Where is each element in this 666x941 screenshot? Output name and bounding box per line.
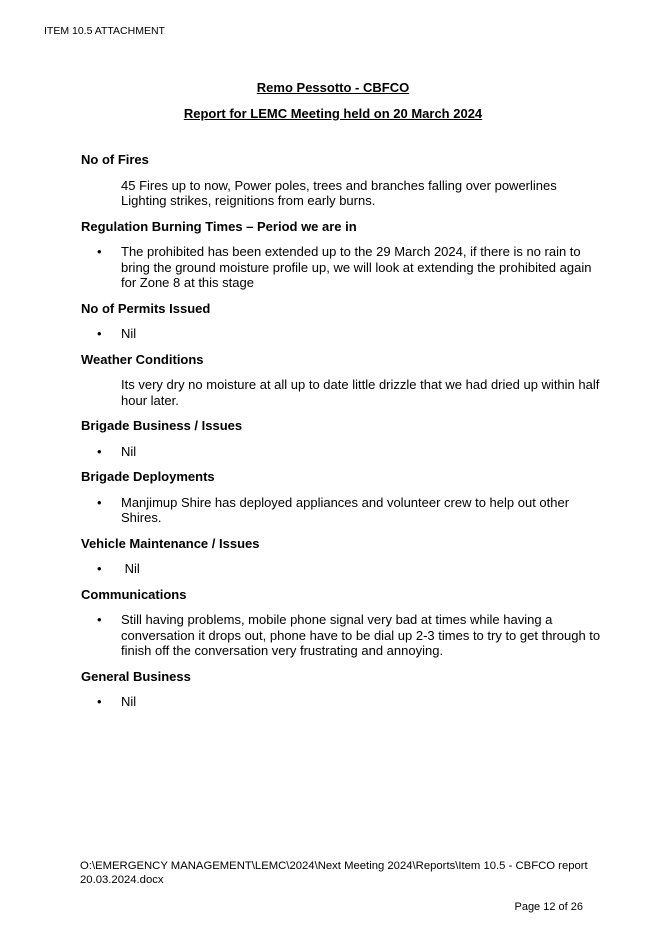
section-general-business xyxy=(81,669,601,710)
section-brigade-deployments xyxy=(81,469,601,526)
report-body xyxy=(81,152,601,720)
bullet-icon: • xyxy=(97,561,102,576)
list-item xyxy=(81,612,601,659)
list-item-text: Nil xyxy=(121,443,137,459)
list-item-text: Nil xyxy=(121,694,137,709)
section-heading: Communications xyxy=(81,586,187,602)
bullet-list xyxy=(81,444,601,460)
section-heading: No of Fires xyxy=(81,152,149,167)
section-no-of-permits xyxy=(81,301,601,342)
bullet-list xyxy=(81,561,601,577)
section-heading: Vehicle Maintenance / Issues xyxy=(81,535,260,551)
section-heading: No of Permits Issued xyxy=(81,300,211,316)
bullet-list xyxy=(81,495,601,526)
list-item-text: The prohibited has been extended up to the 29 March 2024, if there is no rain to bring the ground moisture profile up, we will look at extending the prohibited again for Zone 8 at this stage xyxy=(121,244,592,290)
section-heading: Brigade Deployments xyxy=(81,469,215,484)
bullet-list xyxy=(81,326,601,342)
section-vehicle-maintenance xyxy=(81,536,601,577)
bullet-list xyxy=(81,694,601,710)
list-item xyxy=(81,694,601,710)
bullet-icon: • xyxy=(97,326,102,341)
bullet-icon: • xyxy=(97,694,102,709)
bullet-list xyxy=(81,612,601,659)
bullet-icon: • xyxy=(97,494,102,510)
section-heading: General Business xyxy=(81,668,191,684)
list-item xyxy=(81,244,601,291)
list-item-text: Nil xyxy=(121,561,140,576)
bullet-icon: • xyxy=(97,244,102,259)
bullet-icon: • xyxy=(97,612,102,627)
section-weather-conditions xyxy=(81,352,601,409)
section-no-of-fires xyxy=(81,152,601,209)
list-item xyxy=(81,444,601,460)
section-heading: Regulation Burning Times – Period we are in xyxy=(81,218,357,234)
list-item xyxy=(81,326,601,342)
section-heading: Brigade Business / Issues xyxy=(81,418,243,433)
section-paragraph: Its very dry no moisture at all up to date little drizzle that we had dried up within half hour later. xyxy=(121,377,600,408)
bullet-icon: • xyxy=(97,443,102,459)
list-item xyxy=(81,495,601,526)
section-heading: Weather Conditions xyxy=(81,351,204,367)
footer-file-path: O:\EMERGENCY MANAGEMENT\LEMC\2024\Next Meeting 2024\Reports\Item 10.5 - CBFCO report 20.03.2024.docx xyxy=(80,860,588,886)
page-number: Page 12 of 26 xyxy=(514,901,583,913)
section-regulation-burning-times xyxy=(81,219,601,291)
bullet-list xyxy=(81,244,601,291)
attachment-tag: ITEM 10.5 ATTACHMENT xyxy=(44,25,165,37)
list-item xyxy=(81,561,601,577)
list-item-text: Still having problems, mobile phone signal very bad at times while having a conversation it drops out, phone have to be dial up 2-3 times to try to get through to finish off the conversation very frustrating and annoying. xyxy=(121,612,601,658)
report-author-title: Remo Pessotto - CBFCO xyxy=(256,80,410,95)
report-meeting-title: Report for LEMC Meeting held on 20 March 2024 xyxy=(183,106,483,121)
section-brigade-business xyxy=(81,418,601,459)
section-paragraph: 45 Fires up to now, Power poles, trees and branches falling over powerlines Lighting strikes, reignitions from early burns. xyxy=(121,177,557,208)
list-item-text: Nil xyxy=(121,326,137,341)
section-communications xyxy=(81,587,601,659)
list-item-text: Manjimup Shire has deployed appliances and volunteer crew to help out other Shires. xyxy=(121,494,570,525)
